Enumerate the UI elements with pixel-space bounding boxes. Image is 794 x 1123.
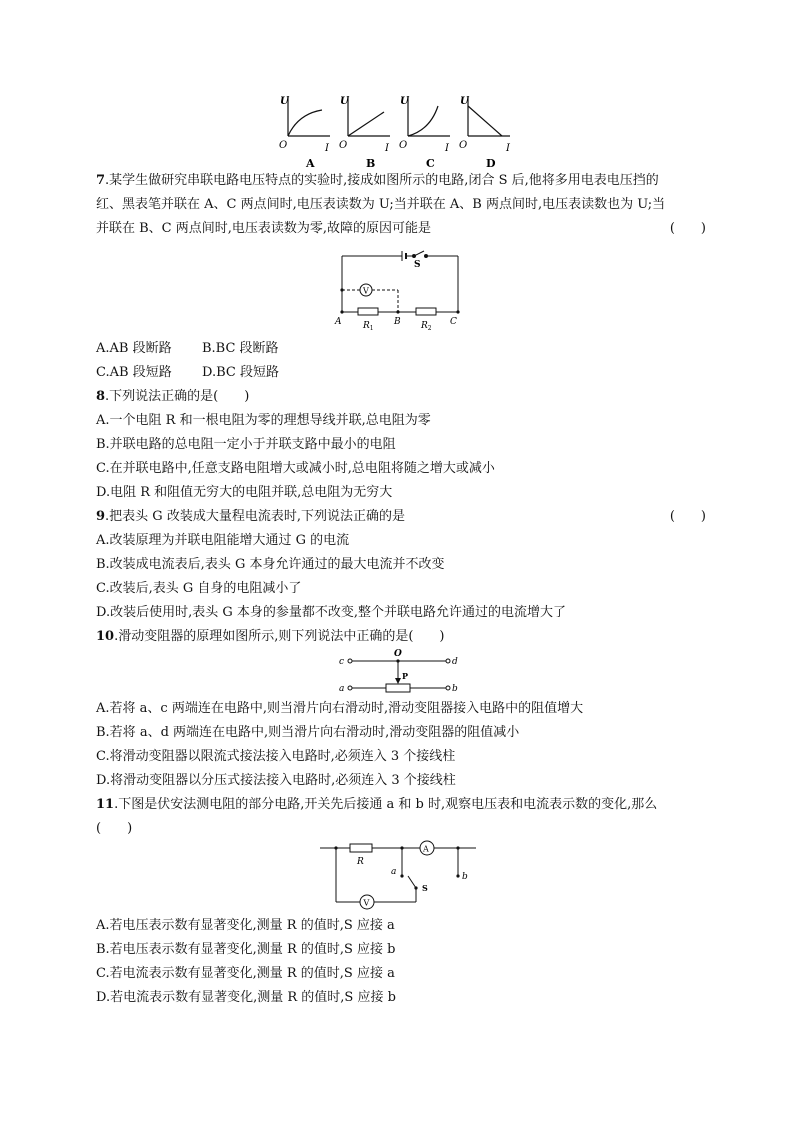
q7-voltmeter-symbol: V xyxy=(363,286,369,296)
q8-option-d[interactable]: D.电阻 R 和阻值无穷大的电阻并联,总电阻为无穷大 xyxy=(96,485,393,500)
q7-option-a[interactable]: A.AB 段断路 xyxy=(96,341,172,356)
q7-text-1: .某学生做研究串联电路电压特点的实验时,接成如图所示的电路,闭合 S 后,他将多用电表电压挡的 xyxy=(105,173,659,188)
q8-number: 8 xyxy=(96,389,106,404)
q10-terminal-d: d xyxy=(452,657,458,667)
q7-option-d[interactable]: D.BC 段短路 xyxy=(202,365,279,380)
svg-text:U: U xyxy=(400,96,409,107)
svg-text:U: U xyxy=(460,96,469,107)
q11-resistor-label: R xyxy=(357,857,364,867)
q11-stem-text: .下图是伏安法测电阻的部分电路,开关先后接通 a 和 b 时,观察电压表和电流表示数的变化,那么 xyxy=(114,797,658,812)
graph-label-c: C xyxy=(426,157,435,170)
q7-text-3: 并联在 B、C 两点间时,电压表读数为零,故障的原因可能是 xyxy=(96,221,432,236)
q9-answer-bracket: ( ) xyxy=(669,509,706,524)
q7-circuit-svg xyxy=(332,246,467,334)
graph-a xyxy=(279,96,330,154)
q11-switch-label: S xyxy=(422,883,428,893)
svg-text:U: U xyxy=(280,96,289,107)
svg-text:U: U xyxy=(340,96,349,107)
graph-b xyxy=(339,96,390,154)
svg-text:I: I xyxy=(445,143,449,154)
svg-text:O: O xyxy=(399,140,408,151)
svg-text:I: I xyxy=(506,143,510,154)
q11-circuit-svg xyxy=(316,836,480,912)
q9-stem-text: .把表头 G 改装成大量程电流表时,下列说法正确的是 xyxy=(105,509,405,524)
q7-line2: 红、黑表笔并联在 A、C 两点间时,电压表读数为 U;当并联在 A、B 两点间时,电压表读数也为 U;当 xyxy=(96,197,666,212)
q10-stem xyxy=(96,629,706,645)
q7-line3 xyxy=(96,221,706,237)
q9-option-c[interactable]: C.改装后,表头 G 自身的电阻减小了 xyxy=(96,581,302,596)
q10-rheostat-figure xyxy=(338,647,462,695)
q7-options-row2 xyxy=(96,365,706,381)
q10-option-c[interactable]: C.将滑动变阻器以限流式接法接入电路时,必须连入 3 个接线柱 xyxy=(96,749,456,764)
q9-option-b[interactable]: B.改装成电流表后,表头 G 本身允许通过的最大电流并不改变 xyxy=(96,557,445,572)
svg-text:O: O xyxy=(279,140,288,151)
q11-ammeter-symbol: A xyxy=(423,844,429,854)
q7-r1-label: $R_1$ xyxy=(363,321,374,332)
q10-terminal-b: b xyxy=(452,684,458,694)
graph-label-a: A xyxy=(306,157,315,170)
q7-option-c[interactable]: C.AB 段短路 xyxy=(96,365,172,380)
q10-terminal-c: c xyxy=(339,657,345,667)
q8-option-b[interactable]: B.并联电路的总电阻一定小于并联支路中最小的电阻 xyxy=(96,437,396,452)
q8-option-a[interactable]: A.一个电阻 R 和一根电阻为零的理想导线并联,总电阻为零 xyxy=(96,413,431,428)
q11-voltmeter-symbol: V xyxy=(363,898,370,908)
q7-point-a: A xyxy=(335,317,342,327)
q11-option-b[interactable]: B.若电压表示数有显著变化,测量 R 的值时,S 应接 b xyxy=(96,942,396,957)
q7-point-b: B xyxy=(394,317,401,327)
svg-text:I: I xyxy=(325,143,329,154)
q11-circuit-figure xyxy=(316,836,480,912)
ui-graphs-figure xyxy=(270,92,520,170)
q11-option-c[interactable]: C.若电流表示数有显著变化,测量 R 的值时,S 应接 a xyxy=(96,966,395,981)
q8-option-c[interactable]: C.在并联电路中,任意支路电阻增大或减小时,总电阻将随之增大或减小 xyxy=(96,461,495,476)
q7-answer-bracket: ( ) xyxy=(669,221,706,236)
q11-point-b: b xyxy=(462,872,468,882)
q7-circuit-figure xyxy=(332,246,467,334)
q10-number: 10 xyxy=(96,629,115,644)
q10-option-b[interactable]: B.若将 a、d 两端连在电路中,则当滑片向右滑动时,滑动变阻器的阻值减小 xyxy=(96,725,520,740)
q7-point-c: C xyxy=(450,317,457,327)
q11-option-a[interactable]: A.若电压表示数有显著变化,测量 R 的值时,S 应接 a xyxy=(96,918,395,933)
q10-stem-text: .滑动变阻器的原理如图所示,则下列说法中正确的是( ) xyxy=(114,629,445,644)
q9-option-d[interactable]: D.改装后使用时,表头 G 本身的参量都不改变,整个并联电路允许通过的电流增大了 xyxy=(96,605,567,620)
graph-label-d: D xyxy=(486,157,496,170)
graph-label-b: B xyxy=(366,157,376,170)
q7-number: 7 xyxy=(96,173,106,188)
q10-rheostat-svg xyxy=(338,647,462,695)
q10-slider-p: P xyxy=(402,671,409,681)
q7-line1 xyxy=(96,173,706,189)
q11-point-a: a xyxy=(391,867,397,877)
q11-answer-bracket: ( ) xyxy=(96,821,133,836)
q10-terminal-a: a xyxy=(339,684,345,694)
q8-stem-text: .下列说法正确的是( ) xyxy=(105,389,250,404)
q7-switch-label: S xyxy=(414,260,421,270)
graph-c xyxy=(399,96,450,154)
q8-stem xyxy=(96,389,706,405)
svg-text:O: O xyxy=(459,140,468,151)
q10-option-d[interactable]: D.将滑动变阻器以分压式接法接入电路时,必须连入 3 个接线柱 xyxy=(96,773,456,788)
q10-option-a[interactable]: A.若将 a、c 两端连在电路中,则当滑片向右滑动时,滑动变阻器接入电路中的阻值增大 xyxy=(96,701,584,716)
svg-text:I: I xyxy=(385,143,389,154)
q9-option-a[interactable]: A.改装原理为并联电阻能增大通过 G 的电流 xyxy=(96,533,350,548)
ui-graphs-svg xyxy=(270,92,520,170)
q11-number: 11 xyxy=(96,797,115,812)
q11-option-d[interactable]: D.若电流表示数有显著变化,测量 R 的值时,S 应接 b xyxy=(96,990,396,1005)
q7-r2-label: $R_2$ xyxy=(421,321,432,332)
q10-point-o: O xyxy=(394,649,402,659)
q9-stem xyxy=(96,509,706,525)
graph-d xyxy=(459,96,511,154)
q11-stem xyxy=(96,797,706,813)
q7-option-b[interactable]: B.BC 段断路 xyxy=(202,341,279,356)
svg-text:O: O xyxy=(339,140,348,151)
q9-number: 9 xyxy=(96,509,106,524)
q7-options-row1 xyxy=(96,341,706,357)
